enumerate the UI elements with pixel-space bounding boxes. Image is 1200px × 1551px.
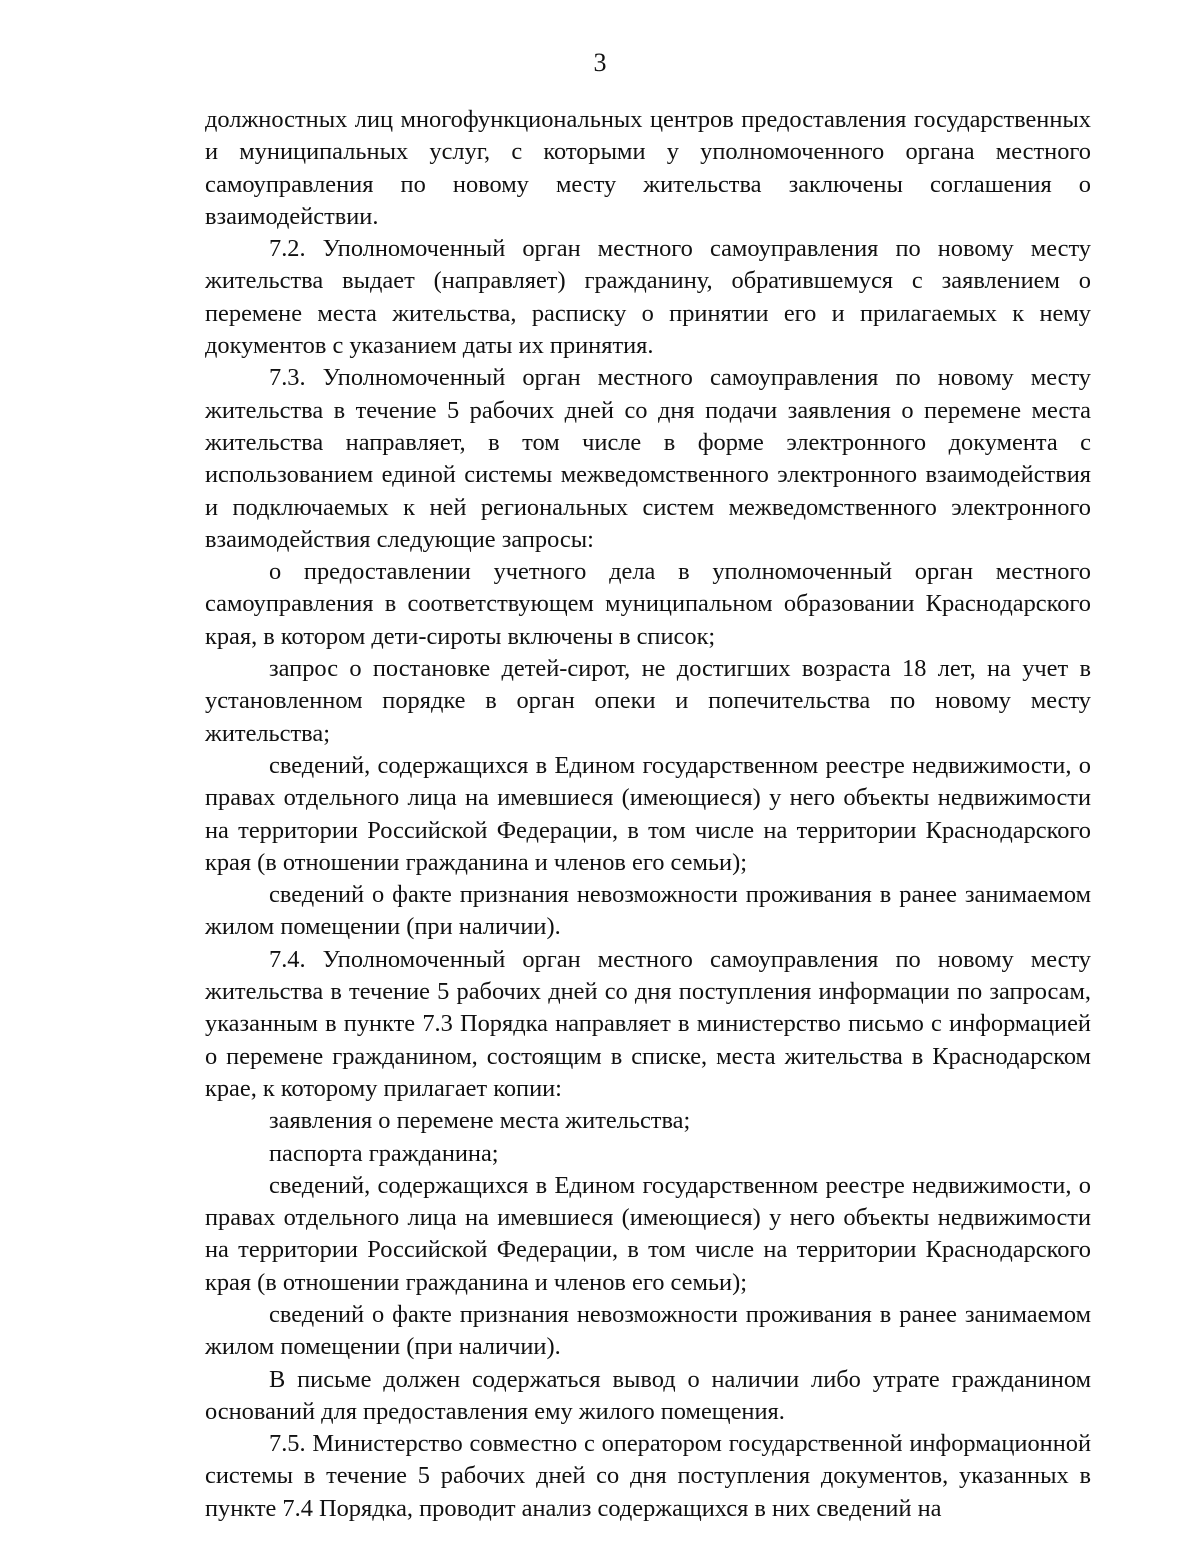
paragraph-7-3-request-file: о предоставлении учетного дела в уполномоченный орган местного самоуправления в соответствующем муниципальном образовании Краснодарского края, в котором дети-сироты включены в список; <box>205 558 1091 650</box>
paragraph-7-4-copy-passport: паспорта гражданина; <box>269 1139 499 1167</box>
paragraph-7-4-copy-application: заявления о перемене места жительства; <box>269 1107 691 1135</box>
paragraph-7-4-copy-housing: сведений о факте признания невозможности проживания в ранее занимаемом жилом помещении (при наличии). <box>205 1300 1091 1361</box>
paragraph-7-3-request-custody: запрос о постановке детей-сирот, не достигших возраста 18 лет, на учет в установленном порядке в орган опеки и попечительства по новому месту жительства; <box>205 655 1091 747</box>
paragraph-7-3-request-registry: сведений, содержащихся в Едином государственном реестре недвижимости, о правах отдельного лица на имевшиеся (имеющиеся) у него объекты недвижимости на территории Российской Федерации, в том числе на территории Краснодарского края (в отношении гражданина и членов его семьи); <box>205 751 1091 876</box>
paragraph-7-5: 7.5. Министерство совместно с оператором государственной информационной системы в течение 5 рабочих дней со дня поступления документов, указанных в пункте 7.4 Порядка, проводит анализ содержащихся в них сведений на <box>205 1430 1091 1522</box>
paragraph-7-3: 7.3. Уполномоченный орган местного самоуправления по новому месту жительства в течение 5 рабочих дней со дня подачи заявления о перемене места жительства направляет, в том числе в форме электронного документа с использованием единой системы межведомственного электронного взаимодействия и подключаемых к ней региональных систем межведомственного электронного взаимодействия следующие запросы: <box>205 364 1091 553</box>
paragraph-7-4: 7.4. Уполномоченный орган местного самоуправления по новому месту жительства в течение 5 рабочих дней со дня поступления информации по запросам, указанным в пункте 7.3 Порядка направляет в министерство письмо с информацией о перемене гражданином, состоящим в списке, места жительства в Краснодарском крае, к которому прилагает копии: <box>205 945 1091 1102</box>
document-body <box>205 104 1091 1525</box>
paragraph-7-2: 7.2. Уполномоченный орган местного самоуправления по новому месту жительства выдает (направляет) гражданину, обратившемуся с заявлением о перемене места жительства, расписку о принятии его и прилагаемых к нему документов с указанием даты их принятия. <box>205 235 1091 360</box>
paragraph-intro-continuation: должностных лиц многофункциональных центров предоставления государственных и муниципальных услуг, с которыми у уполномоченного органа местного самоуправления по новому месту жительства заключены соглашения о взаимодействии. <box>205 106 1091 230</box>
paragraph-7-3-request-housing: сведений о факте признания невозможности проживания в ранее занимаемом жилом помещении (при наличии). <box>205 881 1091 941</box>
page-number: 3 <box>593 48 607 77</box>
paragraph-7-4-copy-registry: сведений, содержащихся в Едином государственном реестре недвижимости, о правах отдельного лица на имевшиеся (имеющиеся) у него объекты недвижимости на территории Российской Федерации, в том числе на территории Краснодарского края (в отношении гражданина и членов его семьи); <box>205 1171 1091 1296</box>
paragraph-7-4-conclusion: В письме должен содержаться вывод о наличии либо утрате гражданином оснований для предоставления ему жилого помещения. <box>205 1365 1091 1425</box>
